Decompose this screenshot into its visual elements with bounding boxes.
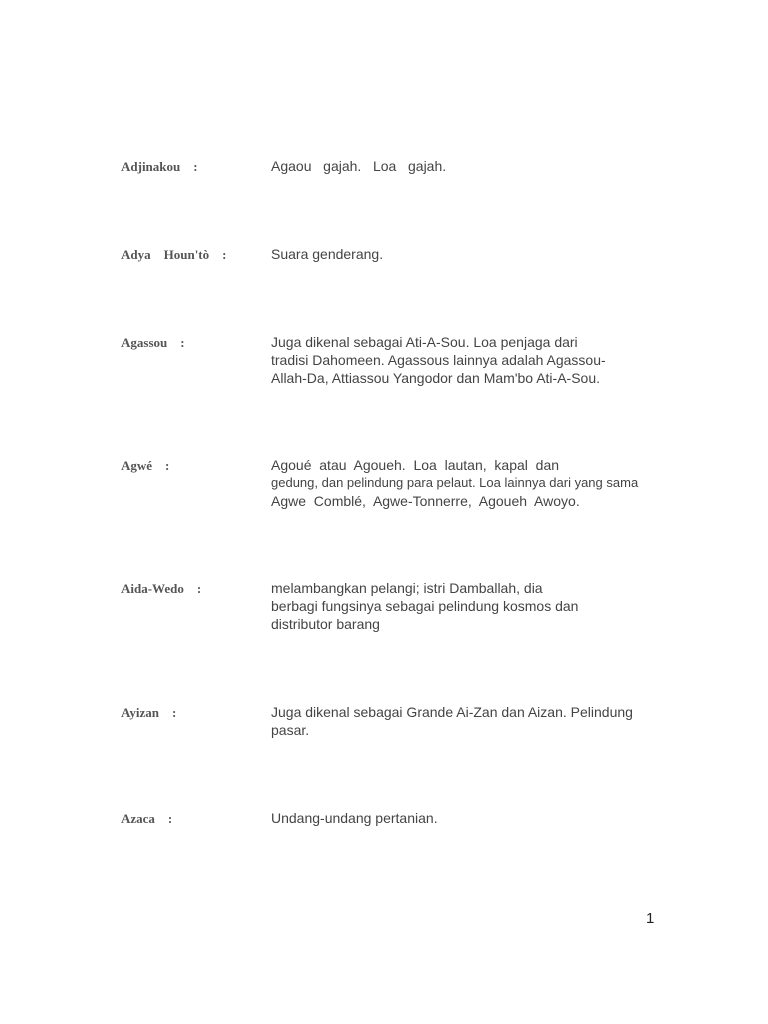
glossary-definition [271,703,671,739]
page-number: 1 [646,910,655,927]
glossary-term: Agwé : [121,458,170,473]
glossary-definition [271,809,671,827]
definition-line: Suara genderang. [271,246,384,262]
definition-line: pasar. [271,722,310,738]
definition-line: Juga dikenal sebagai Ati-A-Sou. Loa penjaga dari [271,334,578,350]
definition-line: melambangkan pelangi; istri Damballah, dia [271,580,543,596]
glossary-term: Aida-Wedo : [121,581,202,596]
glossary-definition [271,579,671,633]
glossary-term: Azaca : [121,811,173,826]
definition-line: Undang-undang pertanian. [271,810,438,826]
glossary-term: Adjinakou : [121,159,198,174]
definition-line: gedung, dan pelindung para pelaut. Loa lainnya dari yang sama [271,475,639,490]
definition-line: Agwe Comblé, Agwe-Tonnerre, Agoueh Awoyo. [271,493,580,509]
glossary-term: Agassou : [121,335,185,350]
glossary-definition [271,157,671,175]
definition-line: distributor barang [271,616,380,632]
definition-line: Agaou gajah. Loa gajah. [271,158,447,174]
glossary-term: Adya Houn'tò : [121,247,227,262]
definition-line: berbagi fungsinya sebagai pelindung kosmos dan [271,598,579,614]
definition-line: Allah-Da, Attiassou Yangodor dan Mam'bo Ati-A-Sou. [271,370,601,386]
glossary-term: Ayizan : [121,705,177,720]
definition-line: Juga dikenal sebagai Grande Ai-Zan dan Aizan. Pelindung [271,704,633,720]
definition-line: Agoué atau Agoueh. Loa lautan, kapal dan [271,457,560,473]
glossary-definition [271,333,671,387]
definition-line: tradisi Dahomeen. Agassous lainnya adalah Agassou- [271,352,606,368]
glossary-definition [271,245,671,263]
glossary-definition [271,456,671,510]
